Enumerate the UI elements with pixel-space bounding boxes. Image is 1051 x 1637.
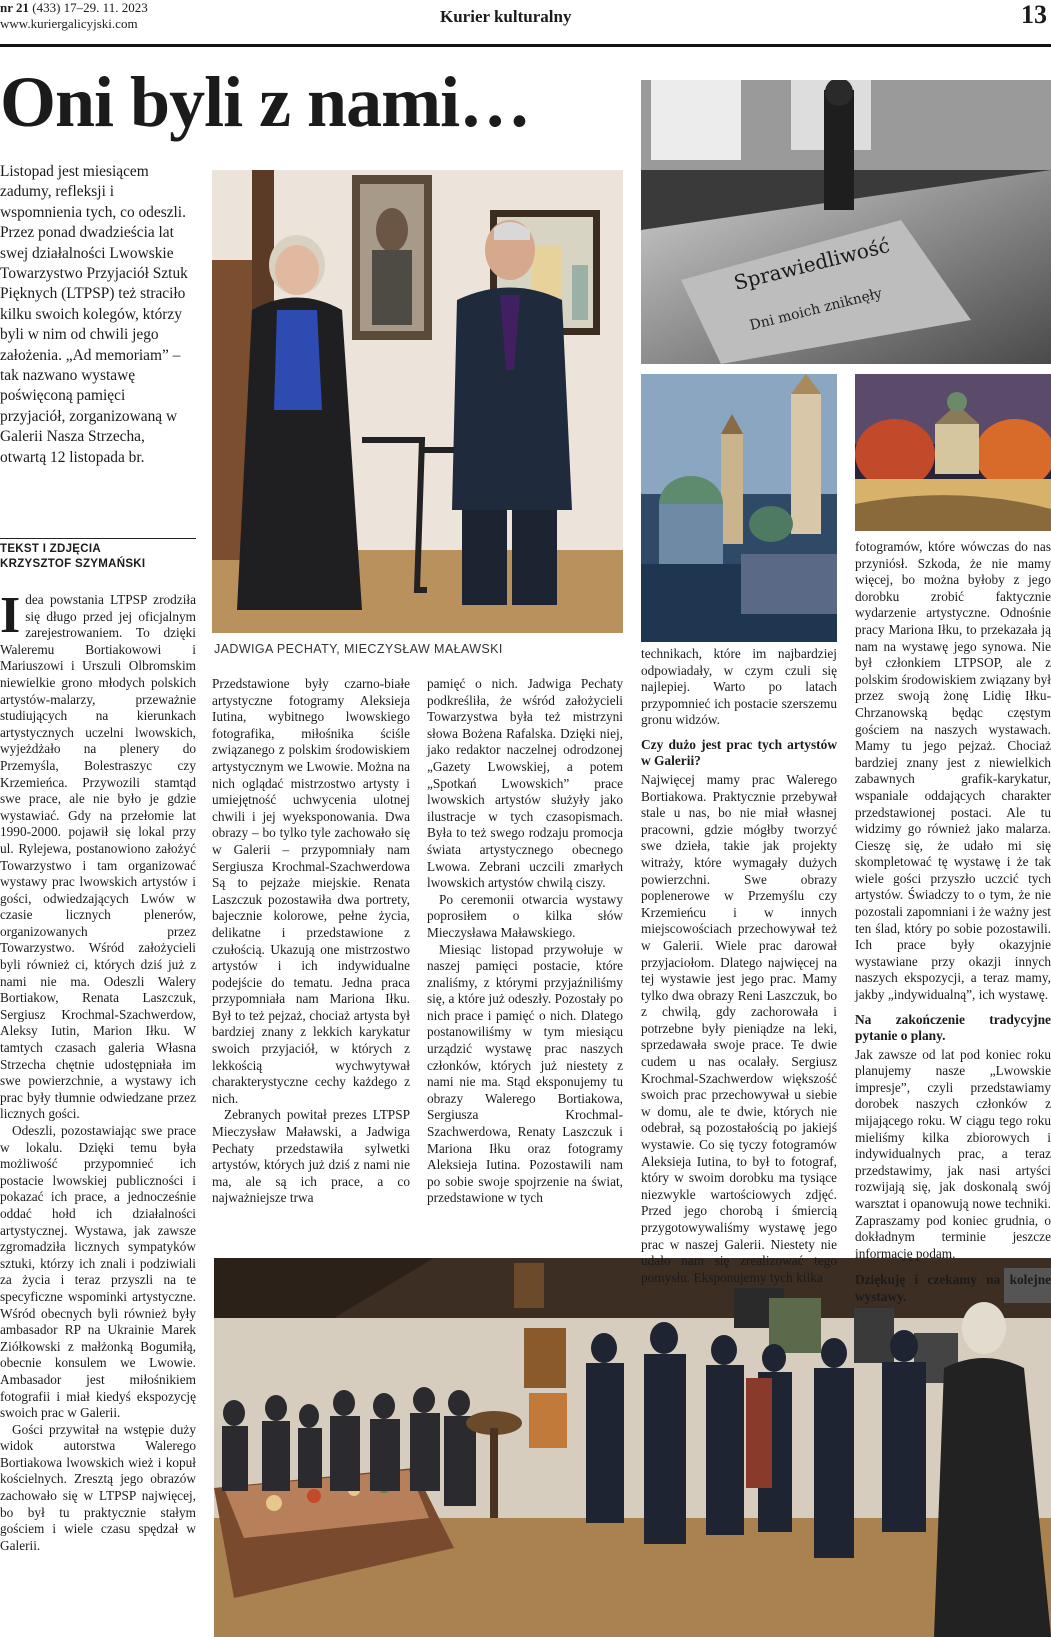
- paragraph: Najwięcej mamy prac Walerego Bortiakowa. Praktycznie przebywał stale u nas, bo nie miał własnej pracowni, gdzie mógłby tworzyć swe dzieła, takie jak projekty witraży, które wymagały dużych powierzchni. Swe obrazy poplenerowe w Przemyślu czy Krzemieńcu i w innych miejscowościach przechowywał też w Galerii. Wiele prac darował przyjaciołom. Dlatego najwięcej na tej wystawie jest jego prac. Mamy tylko dwa obrazy Reni Laszczuk, bo z chwilą, gdy zachorowała i potrzebne były pieniądze na leki, sprzedawała swoje prace. Te dwie cudem u nas ocalały. Sergiusz Krochmal-Szachwerdow większość swoich prac przechowywał u siebie w domu, ale te dwie, których nie odebrał, są pozostałością po jakiejś wystawie. Co się tyczy fotogramów Aleksieja Iutina, to był to fotograf, który w swoim dorobku ma tysiące niezwykle wartościowych zdjęć. Przed jego chorobą i śmiercią przygotowywaliśmy wystawę jego prac w naszej Galerii. Niestety nie udało nam się zrealizować tego pomysłu. Eksponujemy tych kilka: [641, 771, 837, 1285]
- paragraph: Przedstawione były czarno-białe artystyczne fotogramy Aleksieja Iutina, wybitnego lwowskiego fotografika, miłośnika ściśle związanego z polskim środowiskiem artystycznym we Lwowie. Można na nich oglądać mistrzostwo artysty i umiejętność uchwycenia ulotnej chwili i jej wyeksponowania. Dwa obrazy – bo tylko tyle zachowało się w Galerii – przypomniały nam Sergiusza Krochmal-Szachwerdowa Są to pejzaże miejskie. Renata Laszczuk pozostawiła dwa portrety, bajecznie kolorowe, pełne życia, delikatne i przedstawione z czułością. Ukazują one mistrzostwo artystów i ich indywidualne podejście do tematu. Jedna praca przypomniała nam Mariona Iłku. Był to też pejzaż, chociaż artysta był bardziej znany z lekkich karykatur swoich przyjaciół, w których z lekkością wychwytywał charakterystyczne cechy każdego z nich.: [212, 676, 410, 1106]
- column-5: [855, 539, 1051, 1306]
- svg-text:Sprawiedliwość: Sprawiedliwość: [731, 232, 893, 295]
- drop-cap: I: [0, 587, 21, 644]
- lead-divider: [0, 538, 196, 539]
- byline: [0, 542, 145, 572]
- column-2: [212, 676, 410, 1207]
- paragraph: technikach, które im najbardziej odpowiadały, w czym czuli się najlepiej. Warto po latach przypomnieć ich postacie szerszemu gronu widzów.: [641, 646, 837, 728]
- closing-line: Dziękuję i czekamy na kolejne wystawy.: [855, 1272, 1051, 1304]
- photo-painting-cathedral: [641, 374, 837, 642]
- website-url[interactable]: www.kuriergalicyjski.com: [0, 16, 138, 31]
- svg-text:Dni moich zniknęły: Dni moich zniknęły: [748, 285, 884, 334]
- paragraph: Jak zawsze od lat pod koniec roku planujemy nasze „Lwowskie impresje”, czyli przedstawiamy dorobek naszych członków z mijającego roku. W ciągu tego roku mieliśmy kilka zbiorowych i indywidualnych prac, a teraz przedstawimy, jak nasi artyści rozwijają się, jak doskonalą swój warsztat i opanowują nowe techniki. Zapraszamy pod koniec grudnia, o dokładnym terminie jeszcze informację podam.: [855, 1046, 1051, 1261]
- paragraph: pamięć o nich. Jadwiga Pechaty podkreśliła, że wśród założycieli Towarzystwa była też mistrzyni słowa Bożena Rafalska. Dzięki niej, jako redaktor naczelnej odrodzonej „Gazety Lwowskiej, a potem „Spotkań Lwowskich” prace lwowskich artystów służyły jako ilustracje w tych czasopismach. Była to też swego rodzaju promocja świata artystycznego obecnego Lwowa. Zebrani uczcili zmarłych lwowskich artystów chwilą ciszy.: [427, 676, 623, 891]
- paragraph: [0, 587, 196, 1123]
- photo-painting-church: [855, 374, 1051, 531]
- issue-number: nr 21: [0, 0, 30, 15]
- article-lead: Listopad jest miesiącem zadumy, refleksji i wspomnienia tych, co odeszli. Przez ponad dwadzieścia lat swej działalności Lwowskie Towarzystwo Przyjaciół Sztuk Pięknych (LTPSP) też straciło kilku swoich kolegów, którzy byli w nim od chwili jego założenia. „Ad memoriam” – tak nazwano wystawę poświęconą pamięci przyjaciół, zorganizowaną w Galerii Nasza Strzecha, otwartą 12 listopada br.: [0, 163, 188, 466]
- column-1: [0, 587, 196, 1554]
- page-number: 13: [1021, 0, 1047, 29]
- photo-speakers: [212, 170, 623, 633]
- photo-audience: [214, 1258, 1051, 1637]
- paragraph-text: dea powstania LTPSP zrodziła się długo przed jej oficjalnym zarejestrowaniem. To dzięki Waleremu Bortiakowowi i Mariuszowi i Urszuli Olbromskim niewielkie grono młodych polskich artystów-malarzy, przeważnie studiujących na kierunkach artystycznych uczelni lwowskich, wyjeżdżało na plenery do Przemyśla, Bolestraszyc czy Krzemieńca. Przywozili stamtąd swe prace, ale nie było je gdzie wystawiać. Gdy na przełomie lat 1990-2000. pojawił się lokal przy ul. Rylejewa, postanowiono założyć Towarzystwo i tam organizować wystawy prac lwowskich artystów i gości, odwiedzających Lwów w czasie licznych plenerów, organizowanych przez Towarzystwo. Wśród założycieli byli również ci, których dziś już z nami nie ma. Odeszli Walery Bortiakow, Renata Laszczuk, Sergiusz Krochmal-Szachwerdow, Aleksy Iutin, Marion Iłku. W tamtych czasach galeria Własna Strzecha chętnie udostępniała im swe powierzchnie, a wystawy ich prac były tłumnie odwiedzane przez licznych gości.: [0, 592, 196, 1122]
- column-4: [641, 646, 837, 1286]
- paragraph: Miesiąc listopad przywołuje w naszej pamięci postacie, które znaliśmy, z którymi przyjaźniliśmy się, a które już odeszły. Pozostały po nich prace i pamięć o nich. Dlatego postanowiliśmy w tym miesiącu urządzić wystawę prac naszych członków, których już niestety z nami nie ma. Stąd eksponujemy tu obrazy Walerego Bortiakowa, Sergiusza Krochmal-Szachwerdowa, Renaty Laszczuk i Mariona Iłku oraz fotogramy Aleksieja Iutina. Pozostawili nam po sobie swoje spojrzenie na świat, przedstawione w tych: [427, 941, 623, 1206]
- interview-question: Na zakończenie tradycyjne pytanie o plany.: [855, 1011, 1051, 1044]
- section-title: Kurier kulturalny: [440, 7, 572, 26]
- photo-caption: JADWIGA PECHATY, MIECZYSŁAW MAŁAWSKI: [214, 642, 503, 656]
- paragraph: Gości przywitał na wstępie duży widok autorstwa Walerego Bortiakowa lwowskich wież i kopuł kościelnych. Zresztą jego obrazów zachowało się w LTPSP najwięcej, bo był tu praktycznie stałym gościem i wiele czasu spędzał w Galerii.: [0, 1421, 196, 1553]
- paragraph: fotogramów, które wówczas do nas przyniósł. Szkoda, że nie mamy więcej, bo można byłoby z jego dorobku zrobić faktycznie wydarzenie artystyczne. Odnośnie pracy Mariona Iłku, to przekazała ją nam na wystawę jego synowa. Nie był członkiem LTPSOP, ale z polskim środowiskiem związany był przez swoją żonę Lidię Iłku-Chrzanowską będąc częstym gościem na naszych wystawach. Mamy tu jego pejzaż. Chociaż bardziej znany jest z niewielkich zabawnych grafik-karykatur, wspaniale oddających charakter przedstawionej postaci. Ale tu widzimy go również jako malarza. Cieszę się, że udało mi się skompletować tę wystawę i że tak wiele gości przyszło uczcić tych artystów. Świadczy to o tym, że nie pozostali zapomniani i że ważny jest ten ślad, który po sobie pozostawili. Ich prace były okazyjnie wystawiane przy okazji innych naszych ekspozycji, a teraz mamy, jakby „indywidualną”, ich wystawę.: [855, 539, 1051, 1003]
- issue-dates: (433) 17–29. 11. 2023: [29, 0, 148, 15]
- paragraph: Zebranych powitał prezes LTPSP Mieczysław Maławski, a Jadwiga Pechaty przedstawiła sylwetki artystów, których już dziś z nami nie ma, ale są ich prace, a co najważniejsze trwa: [212, 1107, 410, 1206]
- article-headline: Oni byli z nami…: [0, 62, 531, 142]
- interview-question: Czy dużo jest prac tych artystów w Galerii?: [641, 736, 837, 769]
- byline-author: KRZYSZTOF SZYMAŃSKI: [0, 558, 146, 570]
- column-3: [427, 676, 623, 1207]
- byline-role: TEKST I ZDJĘCIA: [0, 543, 101, 555]
- photo-stone-slab: [641, 80, 1051, 364]
- issue-info: [0, 0, 148, 32]
- paragraph: Odeszli, pozostawiając swe prace w lokalu. Dzięki temu była możliwość przypomnieć ich postacie lwowskiej publiczności i pokazać ich prace, a jednocześnie oddać hołd ich działalności artystycznej. Wystawa, jak zawsze zgromadziła licznych sympatyków sztuki, którzy ich znali i podziwiali za życia i teraz przyszli na te specyficzne wspominki artystyczne. Wśród obecnych byli również były ambasador RP na Ukrainie Marek Ziółkowski z małżonką Bogumiłą, obecnie konsulem we Lwowie. Ambasador jest miłośnikiem fotografii i miał kiedyś ekspozycję swoich prac w Galerii.: [0, 1123, 196, 1421]
- header-rule: [0, 44, 1051, 47]
- paragraph: Po ceremonii otwarcia wystawy poprosiłem o kilka słów Mieczysława Maławskiego.: [427, 891, 623, 940]
